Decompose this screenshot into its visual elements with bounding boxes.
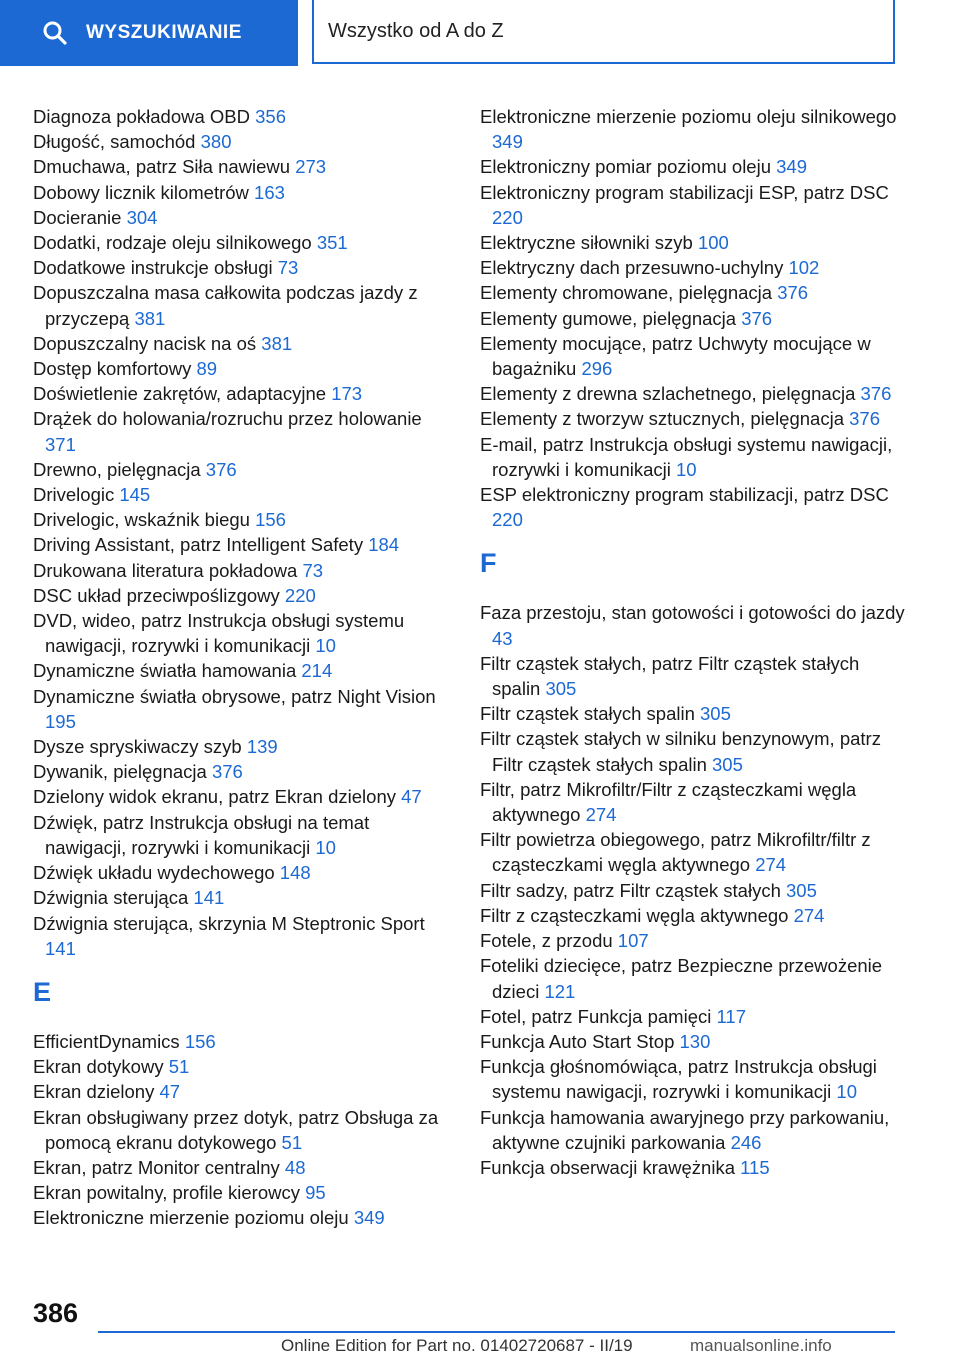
index-entry	[480, 180, 905, 230]
page-link[interactable]: 305	[786, 879, 817, 901]
index-entry	[33, 154, 453, 179]
entry-text: Elementy gumowe, pielęgnacja	[480, 307, 742, 329]
entry-text: Ekran, patrz Monitor centralny	[33, 1156, 285, 1178]
entry-text: Fotele, z przodu	[480, 930, 618, 952]
entry-text: Elementy z tworzyw sztucznych, pielęgnacja	[480, 408, 850, 430]
index-entry	[480, 154, 905, 179]
page-link[interactable]: 156	[255, 509, 286, 531]
page-link[interactable]: 47	[159, 1081, 181, 1103]
page-link[interactable]: 10	[315, 836, 336, 858]
entry-text: Drivelogic, wskaźnik biegu	[33, 509, 256, 531]
page-link[interactable]: 376	[777, 282, 809, 304]
index-entry	[33, 1205, 453, 1230]
page-link[interactable]: 220	[492, 509, 523, 531]
entry-text: Filtr cząstek stałych, patrz Filtr cząstek stałych spalin	[480, 652, 860, 700]
page-link[interactable]: 214	[301, 660, 333, 682]
entry-text: Elementy z drewna szlachetnego, pielęgnacja	[480, 383, 861, 405]
page-link[interactable]: 51	[168, 1056, 190, 1078]
entry-text: Dodatki, rodzaje oleju silnikowego	[33, 232, 317, 254]
index-entry	[33, 205, 453, 230]
page-link[interactable]: 274	[793, 904, 825, 926]
entry-text: Ekran dotykowy	[33, 1056, 169, 1078]
page-link[interactable]: 100	[697, 232, 729, 254]
page-link[interactable]: 48	[284, 1156, 306, 1178]
entry-text: Dynamiczne światła obrysowe, patrz Night Vision	[33, 685, 436, 707]
edition-text: Online Edition for Part no. 01402720687 - II/19	[281, 1336, 633, 1355]
index-entry	[480, 777, 905, 827]
index-entry	[33, 583, 453, 608]
entry-text: Fotel, patrz Funkcja pamięci	[480, 1005, 717, 1027]
page-link[interactable]: 141	[45, 937, 76, 959]
entry-text: Dźwignia sterująca, skrzynia M Steptronic Sport	[33, 912, 425, 934]
entry-text: Ekran dzielony	[33, 1081, 160, 1103]
index-entry	[480, 726, 905, 776]
index-entry	[480, 827, 905, 877]
entry-text: Dźwignia sterująca	[33, 887, 194, 909]
index-entry	[480, 255, 905, 280]
entry-text: Ekran obsługiwany przez dotyk, patrz Obsługa za pomocą ekranu dotykowego	[33, 1106, 439, 1153]
entry-text: Drukowana literatura pokładowa	[33, 559, 303, 581]
index-entry	[33, 1105, 453, 1155]
index-entry	[33, 104, 453, 129]
page-link[interactable]: 381	[134, 307, 166, 329]
entry-text: E-mail, patrz Instrukcja obsługi systemu nawigacji, rozrywki i komunikacji	[480, 433, 893, 480]
section-letter: F	[480, 548, 497, 579]
index-entry	[33, 860, 453, 885]
page-link[interactable]: 195	[45, 710, 76, 732]
page-link[interactable]: 376	[205, 458, 237, 480]
index-entry	[480, 381, 905, 406]
page-link[interactable]: 10	[676, 458, 697, 480]
index-entry	[480, 1004, 905, 1029]
index-entry	[480, 280, 905, 305]
index-entry	[480, 1105, 905, 1155]
entry-text: DSC układ przeciwpoślizgowy	[33, 584, 285, 606]
page-link[interactable]: 145	[119, 484, 151, 506]
entry-text: DVD, wideo, patrz Instrukcja obsługi systemu nawigacji, rozrywki i komunikacji	[33, 610, 405, 657]
index-entry	[480, 953, 905, 1003]
entry-text: Elektroniczny program stabilizacji ESP, patrz DSC	[480, 181, 889, 203]
entry-text: Dmuchawa, patrz Siła nawiewu	[33, 156, 296, 178]
index-entry	[33, 1054, 453, 1079]
entry-text: Dźwięk, patrz Instrukcja obsługi na temat nawigacji, rozrywki i komunikacji	[33, 811, 370, 858]
index-entry	[33, 911, 453, 961]
index-entry	[33, 1029, 453, 1054]
index-entry	[33, 1180, 453, 1205]
index-entry	[33, 381, 453, 406]
page-link[interactable]: 102	[788, 257, 820, 279]
entry-text: Filtr cząstek stałych spalin	[480, 703, 701, 725]
entry-text: Dobowy licznik kilometrów	[33, 181, 255, 203]
index-entry	[480, 306, 905, 331]
page-link[interactable]: 296	[581, 358, 613, 380]
index-entry	[33, 280, 453, 330]
page-link[interactable]: 73	[302, 559, 324, 581]
entry-text: Funkcja Auto Start Stop	[480, 1030, 680, 1052]
page-link[interactable]: 220	[284, 584, 316, 606]
page-link[interactable]: 371	[45, 433, 76, 455]
entry-text: Dysze spryskiwaczy szyb	[33, 736, 247, 758]
page-number: 386	[33, 1298, 79, 1328]
page-link[interactable]: 349	[776, 156, 808, 178]
page-link[interactable]: 10	[836, 1081, 857, 1103]
index-entry	[33, 1079, 453, 1104]
index-entry	[33, 810, 453, 860]
page-link[interactable]: 95	[305, 1182, 326, 1204]
search-button[interactable]	[0, 0, 298, 66]
page-link[interactable]: 51	[281, 1131, 303, 1153]
entry-text: Dywanik, pielęgnacja	[33, 761, 212, 783]
page-link[interactable]: 351	[316, 232, 348, 254]
watermark-text: manualsonline.info	[690, 1336, 832, 1355]
index-entry	[33, 255, 453, 280]
page-link[interactable]: 376	[211, 761, 243, 783]
index-entry	[33, 406, 453, 456]
index-entry	[480, 1155, 905, 1180]
index-entry	[33, 734, 453, 759]
page-link[interactable]: 130	[679, 1030, 711, 1052]
entry-text: ESP elektroniczny program stabilizacji, patrz DSC	[480, 484, 889, 506]
index-entry	[33, 507, 453, 532]
page-link[interactable]: 246	[730, 1131, 762, 1153]
page-link[interactable]: 305	[700, 703, 731, 725]
footer-divider	[98, 1331, 895, 1333]
index-entry	[480, 1054, 905, 1104]
index-entry	[480, 331, 905, 381]
page-link[interactable]: 274	[755, 854, 787, 876]
entry-text: Elektryczne siłowniki szyb	[480, 232, 698, 254]
entry-text: Długość, samochód	[33, 131, 201, 153]
entry-text: Drewno, pielęgnacja	[33, 458, 206, 480]
entry-text: Doświetlenie zakrętów, adaptacyjne	[33, 383, 332, 405]
search-icon	[42, 20, 68, 46]
entry-text: Ekran powitalny, profile kierowcy	[33, 1182, 306, 1204]
page-link[interactable]: 349	[353, 1207, 385, 1229]
index-entry	[480, 482, 905, 532]
index-entry	[480, 651, 905, 701]
page-link[interactable]: 376	[860, 383, 892, 405]
page-link[interactable]: 305	[712, 753, 743, 775]
page-link[interactable]: 43	[492, 627, 513, 649]
entry-text: Driving Assistant, patrz Intelligent Safety	[33, 534, 369, 556]
entry-text: Elektryczny dach przesuwno-uchylny	[480, 257, 789, 279]
page-link[interactable]: 107	[617, 930, 649, 952]
page-link[interactable]: 273	[295, 156, 327, 178]
index-entry	[33, 230, 453, 255]
page-link[interactable]: 10	[315, 635, 336, 657]
entry-text: Funkcja głośnomówiąca, patrz Instrukcja obsługi systemu nawigacji, rozrywki i komunikacji	[480, 1056, 877, 1103]
entry-text: Diagnoza pokładowa OBD	[33, 106, 256, 127]
index-entry	[33, 356, 453, 381]
page-link[interactable]: 376	[849, 408, 880, 430]
section-letter: E	[33, 976, 52, 1007]
page-link[interactable]: 304	[126, 206, 158, 228]
index-entry	[33, 784, 453, 809]
entry-text: Filtr powietrza obiegowego, patrz Mikrofiltr/filtr z cząsteczkami węgla aktywnego	[480, 829, 871, 876]
top-bar	[0, 0, 960, 66]
index-entry	[33, 608, 453, 658]
index-entry	[33, 532, 453, 557]
index-entry	[33, 482, 453, 507]
page-link[interactable]: 381	[261, 332, 293, 354]
page-link[interactable]: 173	[331, 383, 363, 405]
entry-text: Funkcja obserwacji krawężnika	[480, 1156, 741, 1178]
entry-text: Elektroniczny pomiar poziomu oleju	[480, 156, 777, 178]
entry-text: Funkcja hamowania awaryjnego przy parkowaniu, aktywne czujniki parkowania	[480, 1106, 890, 1153]
page-link[interactable]: 148	[279, 862, 311, 884]
index-entry	[480, 230, 905, 255]
index-column-right	[480, 104, 905, 1180]
index-entry	[33, 331, 453, 356]
entry-text: Dostęp komfortowy	[33, 358, 197, 380]
page-link[interactable]: 73	[277, 257, 299, 279]
entry-text: Drążek do holowania/rozruchu przez holowanie	[33, 408, 422, 430]
index-entry	[480, 104, 905, 154]
page-link[interactable]: 163	[254, 181, 285, 203]
index-entry	[33, 759, 453, 784]
breadcrumb[interactable]: Wszystko od A do Z	[312, 0, 895, 64]
entry-text: Dopuszczalny nacisk na oś	[33, 332, 262, 354]
search-label: WYSZUKIWANIE	[86, 22, 242, 43]
entry-text: Filtr cząstek stałych w silniku benzynowym, patrz Filtr cząstek stałych spalin	[480, 728, 881, 775]
entry-text: Dopuszczalna masa całkowita podczas jazdy z przyczepą	[33, 282, 418, 329]
entry-text: Filtr, patrz Mikrofiltr/Filtr z cząsteczkami węgla aktywnego	[480, 778, 857, 826]
page-link[interactable]: 115	[740, 1156, 770, 1178]
entry-text: EfficientDynamics	[33, 1030, 185, 1052]
entry-text: Filtr sadzy, patrz Filtr cząstek stałych	[480, 879, 786, 901]
page-link[interactable]: 47	[401, 786, 422, 808]
index-entry	[480, 701, 905, 726]
page-link[interactable]: 376	[741, 307, 773, 329]
entry-text: Dźwięk układu wydechowego	[33, 862, 280, 884]
index-entry	[33, 885, 453, 910]
entry-text: Foteliki dziecięce, patrz Bezpieczne przewożenie dzieci	[480, 955, 883, 1002]
page-link[interactable]: 380	[200, 131, 232, 153]
page-link[interactable]: 141	[193, 887, 225, 909]
index-entry	[480, 878, 905, 903]
page-link[interactable]: 220	[492, 206, 523, 228]
page-link[interactable]: 139	[246, 736, 278, 758]
index-entry	[33, 684, 453, 734]
entry-text: Elektroniczne mierzenie poziomu oleju	[33, 1207, 354, 1229]
entry-text: Docieranie	[33, 206, 127, 228]
index-entry	[33, 1155, 453, 1180]
page-link[interactable]: 356	[255, 106, 287, 127]
entry-text: Dzielony widok ekranu, patrz Ekran dzielony	[33, 786, 402, 808]
page-link[interactable]: 274	[585, 804, 617, 826]
entry-text: Elementy mocujące, patrz Uchwyty mocujące w bagażniku	[480, 332, 871, 380]
index-entry	[33, 129, 453, 154]
entry-text: Filtr z cząsteczkami węgla aktywnego	[480, 904, 794, 926]
index-entry	[480, 1029, 905, 1054]
entry-text: Elektroniczne mierzenie poziomu oleju silnikowego	[480, 106, 897, 127]
page-link[interactable]: 349	[492, 131, 523, 153]
entry-text: Dodatkowe instrukcje obsługi	[33, 257, 278, 279]
index-entry	[33, 180, 453, 205]
entry-text: Faza przestoju, stan gotowości i gotowości do jazdy	[480, 602, 905, 624]
entry-text: Elementy chromowane, pielęgnacja	[480, 282, 778, 304]
index-entry	[480, 903, 905, 928]
index-entry	[480, 600, 905, 650]
index-entry	[33, 658, 453, 683]
index-entry	[33, 558, 453, 583]
entry-text: Drivelogic	[33, 484, 120, 506]
index-entry	[480, 406, 905, 431]
page-link[interactable]: 117	[716, 1005, 746, 1027]
page-link[interactable]: 89	[196, 358, 218, 380]
index-entry	[480, 928, 905, 953]
page-link[interactable]: 156	[184, 1030, 216, 1052]
index-entry	[33, 457, 453, 482]
page-link[interactable]: 121	[544, 980, 576, 1002]
index-entry	[480, 432, 905, 482]
entry-text: Dynamiczne światła hamowania	[33, 660, 302, 682]
page-link[interactable]: 184	[368, 534, 400, 556]
page-link[interactable]: 305	[545, 678, 577, 700]
index-column-left	[33, 104, 453, 1231]
